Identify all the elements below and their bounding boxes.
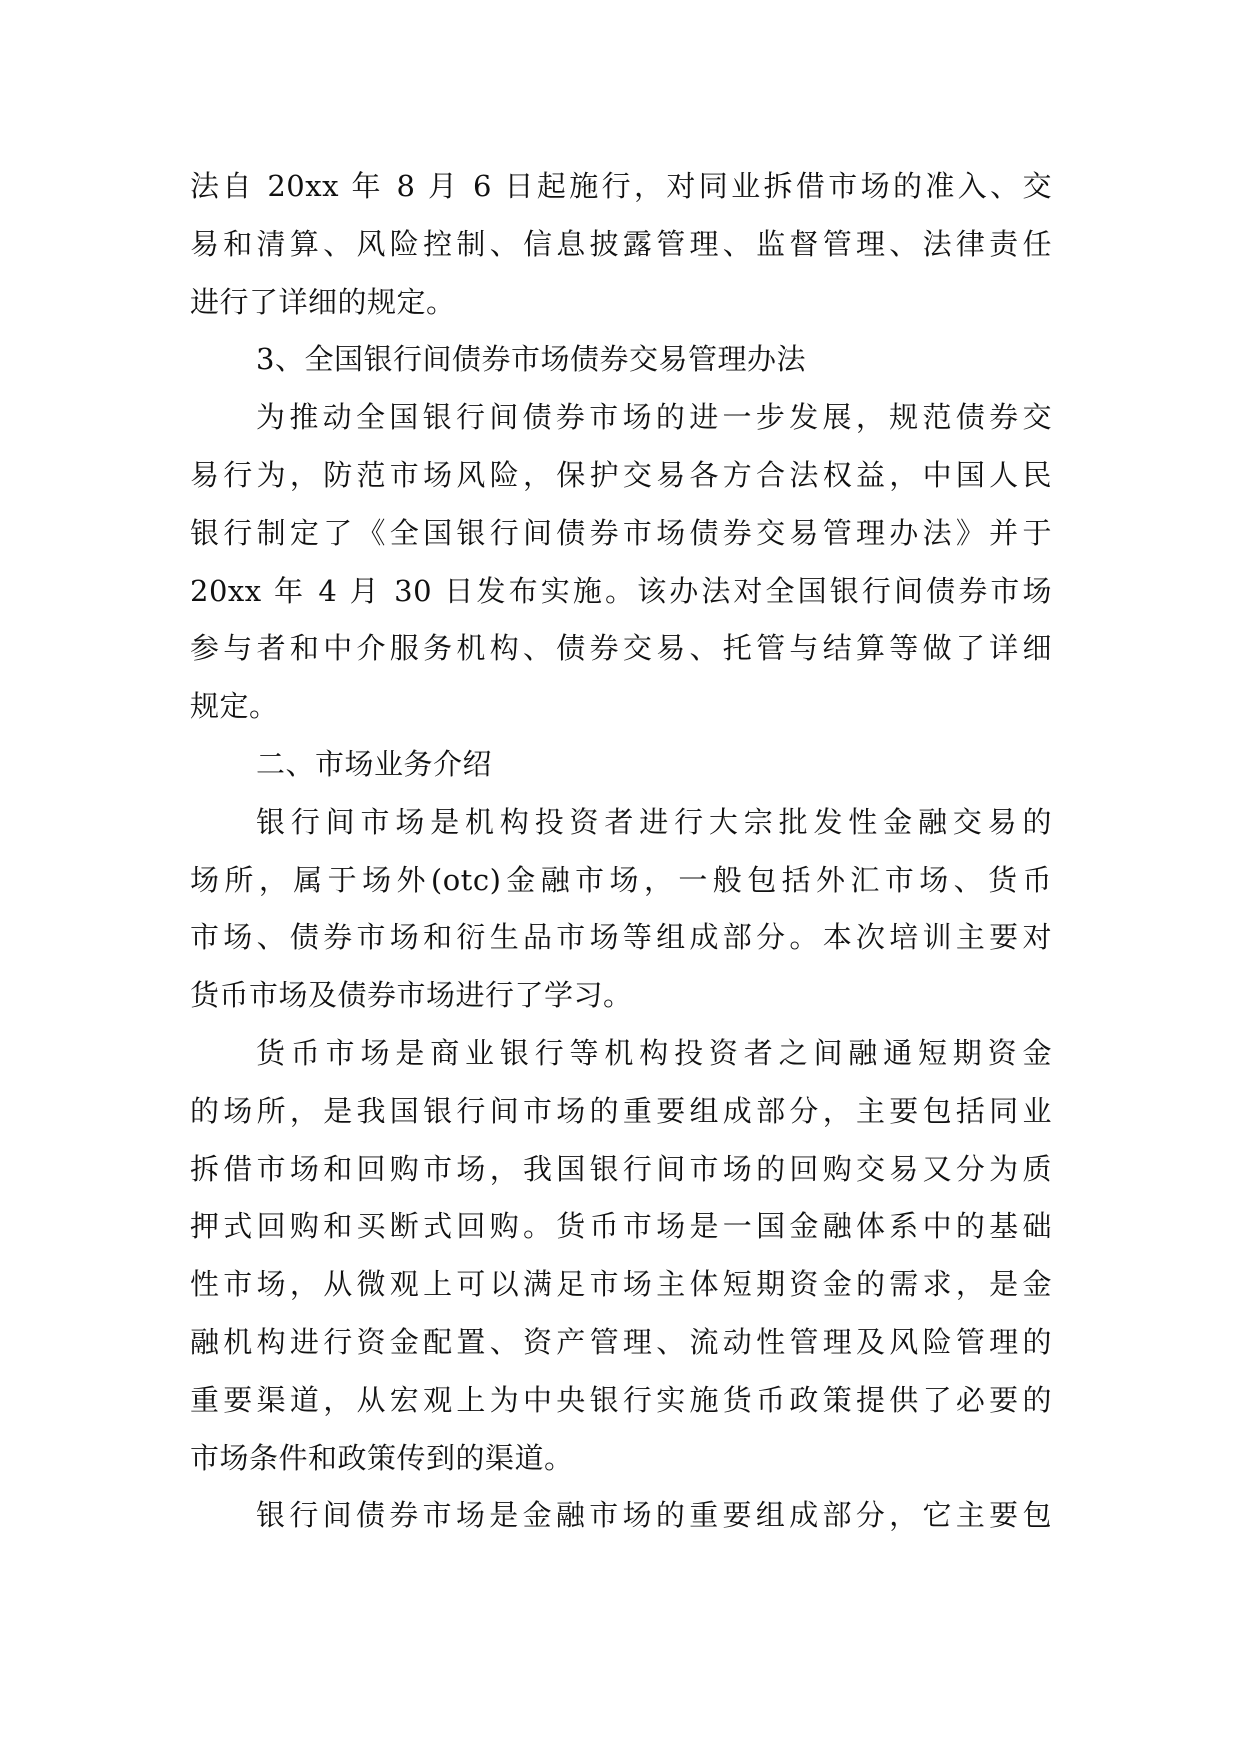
body-paragraph [190,389,1052,736]
text-line: 拆借市场和回购市场，我国银行间市场的回购交易又分为质 [190,1151,1052,1186]
text-line: 市场条件和政策传到的渠道。 [190,1440,574,1475]
heading-line: 3、全国银行间债券市场债券交易管理办法 [256,342,806,377]
document-body [190,158,1052,1545]
text-line: 货币市场及债券市场进行了学习。 [190,978,633,1013]
body-paragraph [190,158,1052,331]
text-line: 银行间债券市场是金融市场的重要组成部分，它主要包 [256,1498,1052,1533]
section-heading [190,331,1052,389]
text-line: 规定。 [190,689,279,724]
body-paragraph [190,1025,1052,1487]
text-line: 的场所，是我国银行间市场的重要组成部分，主要包括同业 [190,1093,1052,1128]
text-line: 为推动全国银行间债券市场的进一步发展，规范债券交 [256,400,1052,435]
heading-line: 二、市场业务介绍 [256,746,493,781]
body-paragraph [190,1487,1052,1545]
text-line: 20xx 年 4 月 30 日发布实施。该办法对全国银行间债券市场 [190,573,1052,608]
text-line: 场所，属于场外(otc)金融市场，一般包括外汇市场、货币 [190,862,1052,897]
body-paragraph [190,794,1052,1025]
text-line: 进行了详细的规定。 [190,284,456,319]
text-line: 银行制定了《全国银行间债券市场债券交易管理办法》并于 [190,515,1052,550]
text-line: 易和清算、风险控制、信息披露管理、监督管理、法律责任 [190,226,1052,261]
text-line: 重要渠道，从宏观上为中央银行实施货币政策提供了必要的 [190,1382,1052,1417]
text-line: 市场、债券市场和衍生品市场等组成部分。本次培训主要对 [190,920,1052,955]
text-line: 银行间市场是机构投资者进行大宗批发性金融交易的 [256,804,1052,839]
text-line: 押式回购和买断式回购。货币市场是一国金融体系中的基础 [190,1209,1052,1244]
text-line: 货币市场是商业银行等机构投资者之间融通短期资金 [256,1035,1052,1070]
section-heading [190,736,1052,794]
text-line: 法自 20xx 年 8 月 6 日起施行，对同业拆借市场的准入、交 [190,169,1052,203]
text-line: 融机构进行资金配置、资产管理、流动性管理及风险管理的 [190,1324,1052,1359]
text-line: 易行为，防范市场风险，保护交易各方合法权益，中国人民 [190,457,1052,492]
text-line: 参与者和中介服务机构、债券交易、托管与结算等做了详细 [190,631,1052,666]
text-line: 性市场，从微观上可以满足市场主体短期资金的需求，是金 [190,1267,1052,1302]
